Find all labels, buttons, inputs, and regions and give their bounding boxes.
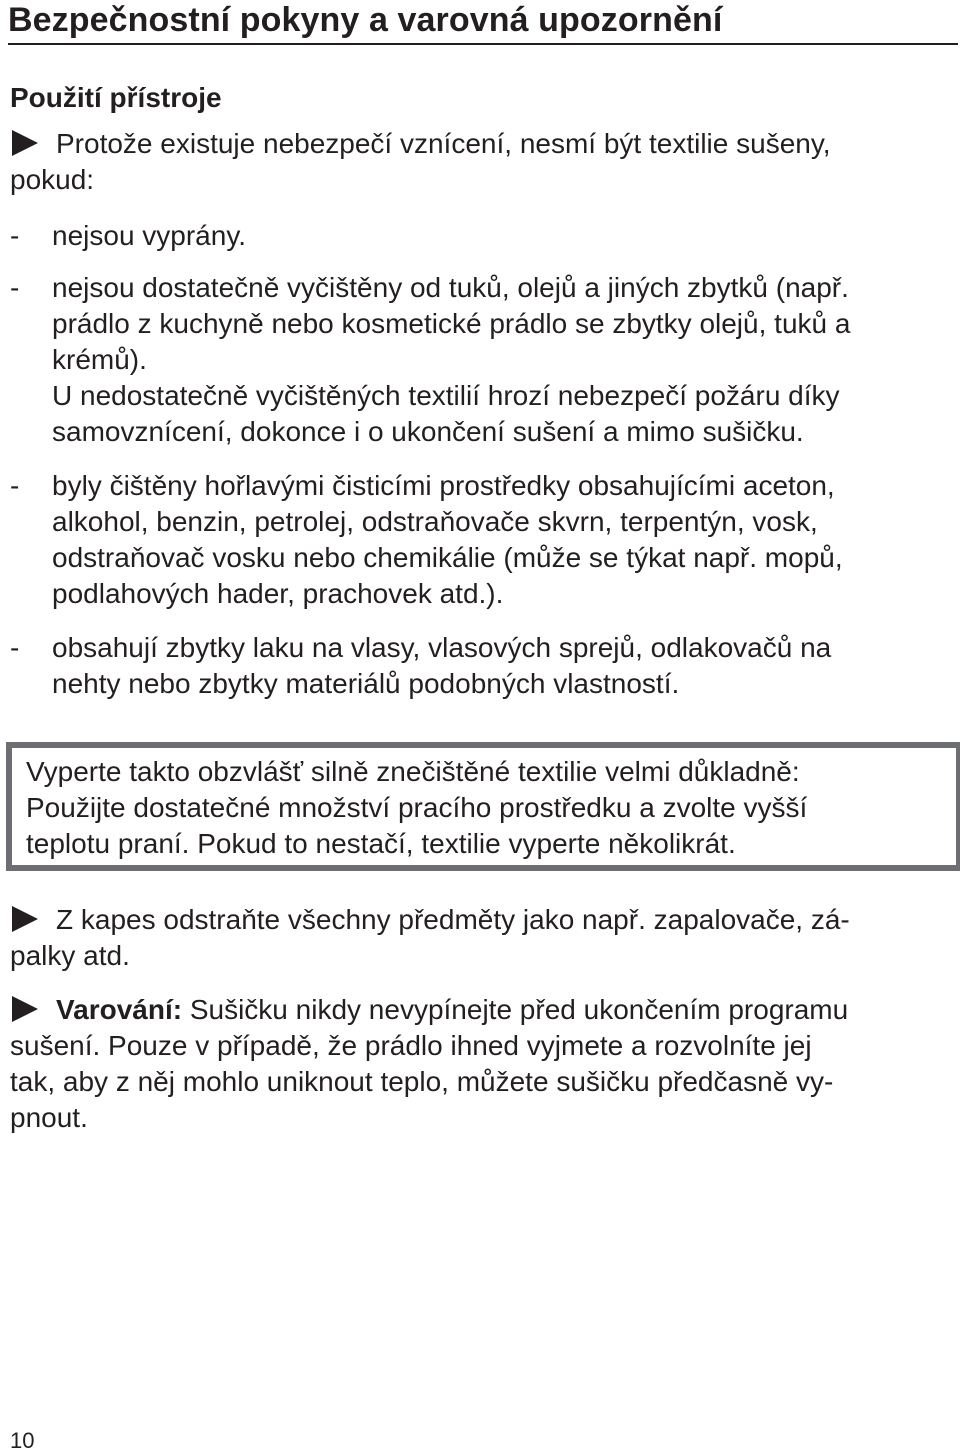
intro-line-1-text: Protože existuje nebezpečí vznícení, nesmí být textilie sušeny,: [56, 128, 831, 159]
list-item-line: U nedostatečně vyčištěných textilií hrozí nebezpečí požáru díky: [52, 380, 840, 411]
page-number: 10: [10, 1428, 35, 1453]
list-item-line: odstraňovač vosku nebo chemikálie (může se týkat např. mopů,: [52, 542, 843, 573]
title-divider: [8, 43, 958, 45]
warning-line: tak, aby z něj mohlo uniknout teplo, můžete sušičku předčasně vy-: [10, 1066, 834, 1097]
triangle-right-icon: [12, 130, 38, 156]
notice-box: [6, 742, 960, 871]
triangle-right-icon: [12, 996, 38, 1022]
list-item-text: [52, 270, 850, 450]
list-item-line: nejsou vyprány.: [52, 220, 247, 251]
warning-label: Varování:: [56, 994, 183, 1025]
list-dash: -: [10, 632, 20, 663]
notice-text: [26, 754, 807, 862]
list-item-line: nehty nebo zbytky materiálů podobných vlastností.: [52, 668, 680, 699]
warning-line: sušení. Pouze v případě, že prádlo ihned vyjmete a rozvolníte jej: [10, 1030, 812, 1061]
list-item-line: nejsou dostatečně vyčištěny od tuků, olejů a jiných zbytků (např.: [52, 272, 849, 303]
intro-line-2: pokud:: [10, 164, 95, 195]
notice-line: Vyperte takto obzvlášť silně znečištěné textilie velmi důkladně:: [26, 756, 800, 787]
list-item-line: samovznícení, dokonce i o ukončení sušení a mimo sušičku.: [52, 416, 804, 447]
warning-line-1: [10, 992, 952, 1028]
intro-paragraph: [10, 126, 952, 198]
notice-line: Použijte dostatečné množství pracího prostředku a zvolte vyšší: [26, 792, 808, 823]
list-item-line: podlahových hader, prachovek atd.).: [52, 578, 504, 609]
warning-line-1-text: Sušičku nikdy nevypínejte před ukončením programu: [182, 994, 849, 1025]
intro-line-1: [10, 126, 952, 162]
pockets-line-2: palky atd.: [10, 940, 130, 971]
list-item-text: [52, 218, 246, 254]
list-dash: -: [10, 470, 20, 501]
list-dash: -: [10, 220, 20, 251]
page-title: Bezpečnostní pokyny a varovná upozornění: [8, 1, 723, 39]
triangle-right-icon: [12, 906, 38, 932]
list-item-line: obsahují zbytky laku na vlasy, vlasových sprejů, odlakovačů na: [52, 632, 832, 663]
list-item-line: prádlo z kuchyně nebo kosmetické prádlo se zbytky olejů, tuků a: [52, 308, 851, 339]
pockets-paragraph: [10, 902, 952, 974]
pockets-line-1: [10, 902, 952, 938]
list-item-text: [52, 468, 843, 612]
list-item-text: [52, 630, 831, 702]
notice-line: teplotu praní. Pokud to nestačí, textilie vyperte několikrát.: [26, 828, 736, 859]
warning-line: pnout.: [10, 1102, 88, 1133]
warning-paragraph: [10, 992, 952, 1136]
pockets-line-1-text: Z kapes odstraňte všechny předměty jako např. zapalovače, zá-: [56, 904, 850, 935]
list-item-line: alkohol, benzin, petrolej, odstraňovače skvrn, terpentýn, vosk,: [52, 506, 818, 537]
list-item-line: byly čištěny hořlavými čisticími prostředky obsahujícími aceton,: [52, 470, 835, 501]
section-heading: Použití přístroje: [10, 82, 222, 113]
list-dash: -: [10, 272, 20, 303]
list-item-line: krémů).: [52, 344, 147, 375]
